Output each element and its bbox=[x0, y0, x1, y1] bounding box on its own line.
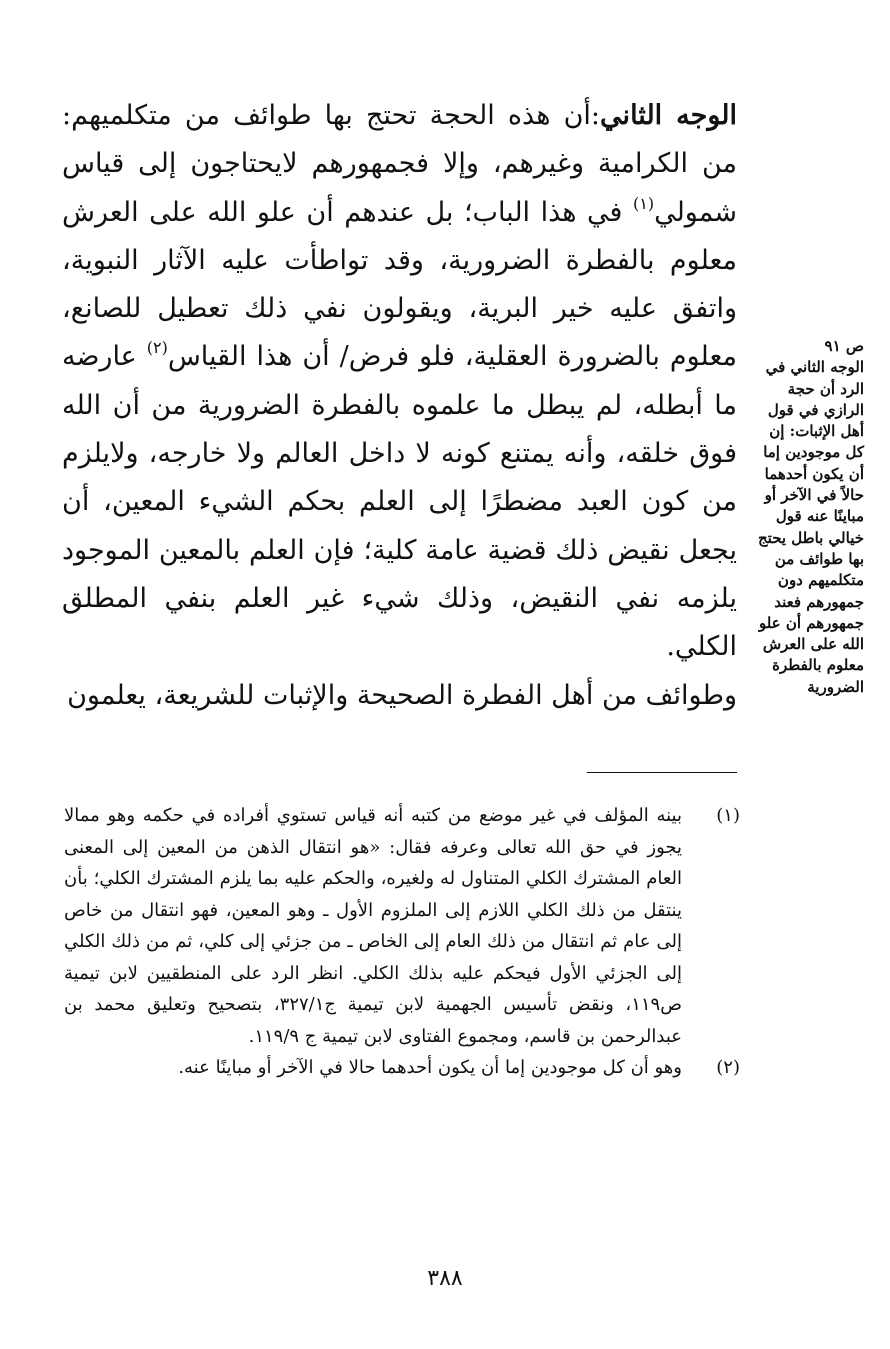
paragraph-1-part-b: في هذا الباب؛ بل عندهم أن علو الله على العرش معلوم بالفطرة الضرورية، وقد تواطأت عليه الآثار النبوية، واتفق عليه خير البرية، ويقولون نفي ذلك تعطيل للصانع، معلوم بالضرورة العقلية، فلو فرض/ أن هذا القياس bbox=[62, 196, 737, 373]
footnote-text: بينه المؤلف في غير موضع من كتبه أنه قياس تستوي أفراده في حكمه وهو ممالا يجوز في حق الله تعالى وعرفه فقال: «هو انتقال الذهن من المعين إلى المعنى العام المشترك الكلي المتناول له ولغيره، والحكم عليه بما يلزم المشترك الكلي؛ بأن ينتقل من ذلك الكلي اللازم إلى الملزوم الأول ـ وهو المعين، فهو انتقال من خاص إلى عام ثم انتقال من ذلك العام إلى الخاص ـ من جزئي إلى كلي، ثم من ذلك الكلي إلى الجزئي الأول فيحكم عليه بذلك الكلي. انظر الرد على المنطقيين لابن تيمية ص١١٩، ونقض تأسيس الجهمية لابن تيمية ج٣٢٧/١، بتصحيح وتعليق محمد بن عبدالرحمن بن قاسم، ومجموع الفتاوى لابن تيمية ج ١١٩/٩. bbox=[64, 805, 682, 1047]
page-number: ٣٨٨ bbox=[427, 1266, 463, 1291]
footnote-text: وهو أن كل موجودين إما أن يكون أحدهما حالا في الآخر أو مباينًا عنه. bbox=[178, 1057, 682, 1078]
footnote-divider bbox=[587, 772, 737, 773]
footnote-number: (٢) bbox=[716, 1057, 740, 1078]
margin-summary-note: ص ٩١ الوجه الثاني في الرد أن حجة الرازي في قول أهل الإثبات: إن كل موجودين إما أن يكون أحدهما حالاً في الآخر أو مباينًا عنه قول خيالي باطل يحتج بها طوائف من متكلميهم دون جمهورهم فعند جمهورهم أن علو الله على العرش معلوم بالفطرة الضرورية bbox=[758, 337, 864, 696]
paragraph-1-part-a: :أن هذه الحجة تحتج بها طوائف من متكلميهم: من الكرامية وغيرهم، وإلا فجمهورهم لايحتاجون إلى قياس شمولي bbox=[62, 100, 737, 228]
footnotes bbox=[64, 800, 740, 1084]
paragraph-1 bbox=[62, 92, 737, 672]
footnote-2 bbox=[64, 1052, 740, 1084]
section-heading: الوجه الثاني bbox=[600, 100, 737, 131]
main-text bbox=[62, 92, 737, 720]
footnote-1 bbox=[64, 800, 740, 1052]
footnote-ref-2: (٢) bbox=[146, 338, 168, 358]
footnote-ref-1: (١) bbox=[632, 193, 655, 213]
footnote-number: (١) bbox=[716, 805, 740, 826]
paragraph-2: وطوائف من أهل الفطرة الصحيحة والإثبات للشريعة، يعلمون bbox=[67, 679, 737, 711]
paragraph-1-part-c: عارضه ما أبطله، لم يبطل ما علموه بالفطرة الضرورية من أن الله فوق خلقه، وأنه يمتنع كونه لا داخل العالم ولا خارجه، ولايلزم من كون العبد مضطرًا إلى العلم بحكم الشيء المعين، أن يجعل نقيض ذلك قضية عامة كلية؛ فإن العلم بالمعين الموجود يلزمه نفي النقيض، وذلك شيء غير العلم بنفي المطلق الكلي. bbox=[62, 341, 737, 663]
